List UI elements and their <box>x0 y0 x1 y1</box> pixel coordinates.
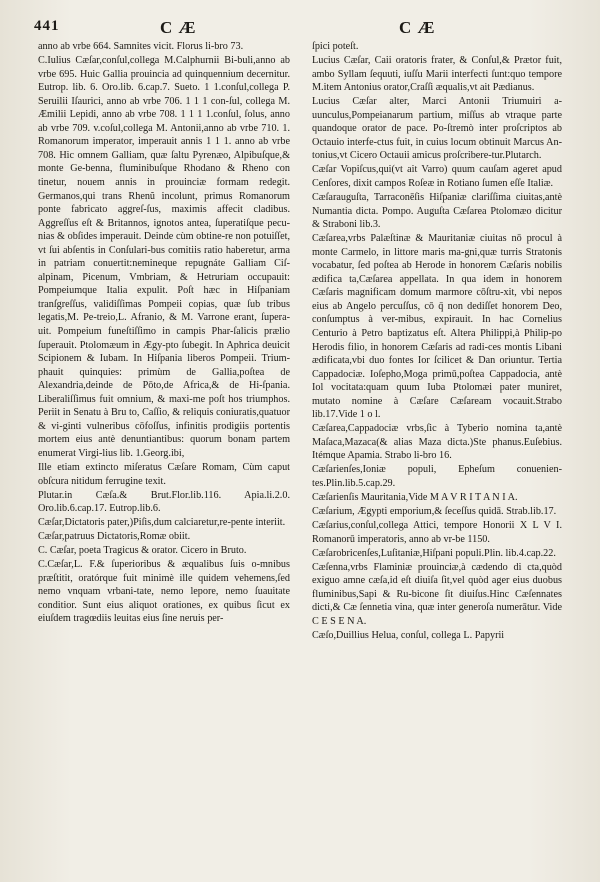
entry: anno ab vrbe 664. Samnites vicit. Florus li-bro 73. <box>38 41 244 52</box>
entry: Cæſarienſes,Ioniæ populi, Epheſum conuenien-tes.Plin.lib.5.cap.29. <box>312 464 562 489</box>
entry: C. Cæſar, poeta Tragicus & orator. Cicero in Bruto. <box>38 545 247 557</box>
verse-quote: Ille etiam extincto miſeratus Cæſare Romam, Cùm caput obſcura nitidum ferrugine texit. <box>38 461 290 487</box>
entry: Cæſarea,vrbs Palæſtinæ & Mauritaniæ ciuitas nō procul à monte Carmelo, in littore maris ma-gni,quæ turris Stratonis vocabatur, ſed poſtea ab Herode in honorem Cæſaris nobilis ædifica ta,Cæſarea appellata. In qua idem in honorem Cæſaris magnificam domum marmore cōſtru-xit, vbi nepos eius ab Angelo percuſſus, cō q̄ non dediſſet honorem Deo, conſumptus à ver-mibus, expirauit. In hac Cornelius Centurio à Petro baptizatus eſt. Altera Philippi,à Philip-po Herodis filio, in honorem Cæſaris ad radi-ces montis Libani ædificata,vbi duo fontes Ior ſcilicet & Dan oriuntur. Tertia Cappadociæ. Ioſepho,Moga primū,poſtea Cappadocia, antè Iol vocitata:quam quum Iuba Ptolomæi pater muniret, mutato nomine à Cæſare Cæſaream vocauit.Strabo lib.17.Vide 1 o l. <box>312 233 562 421</box>
entry: Cæſarea,Cappadociæ vrbs,ſic à Tyberio nomina ta,antè Maſaca,Mazaca(& alias Maza dicta.)Ste phanus.Euſebius. Itémque Apamia. Strabo li-bro 16. <box>312 423 562 462</box>
entry: Cæſarienſis Mauritania,Vide M A V R I T A N I A. <box>312 492 518 504</box>
page-number: 441 <box>34 18 60 34</box>
entry: Cæſarius,conſul,collega Attici, tempore Honorii X L V I. Romanorū imperatoris, anno ab vr-be 1150. <box>312 520 562 545</box>
left-column <box>38 40 290 626</box>
entry: Cæſar Vopiſcus,qui(vt ait Varro) quum cauſam ageret apud Cenſores, dixit campos Roſeæ in Rotiano ſumen eſſe Italiæ. <box>312 164 562 189</box>
entry: Cæſo,Duillius Helua, conſul, collega L. Papyrii <box>312 630 505 642</box>
entry: Cæſarium, Ægypti emporium,& ſeceſſus quidā. Strab.lib.17. <box>312 506 557 518</box>
entry: ſpici poteſt. <box>312 41 359 52</box>
entry: Cæſar,patruus Dictatoris,Romæ obiit. <box>38 531 191 543</box>
entry: C.Iulius Cæſar,conſul,collega M.Calphurnii Bi-buli,anno ab vrbe 695. Huic Gallia prouincia ad quinquennium decernitur. Eutrop. lib. 6. Oro.lib. 6.cap.7. Sueto. 1 1.conſul,collega P. Seruilii Iſaurici, anno ab vrbe 706. 1 1 1 con-ſul, collega M. Æmilii Lepidi, anno ab vrbe 708. 1 1 1 1.conſul, ſolus, anno ab vrbe 709. v.coſul,collega M. Antonii,anno ab vrbe 710. 1. Romanorum imperator, imperauit annis 1 1 1. anno ab vrbe 708. Hic omnem Galliam, quæ ſaltu Pyrenæo, Alpibuſque,& monte Ge-benna, fluminibuſque Rhodano & Rheno con tinetur, nouem annis in prouinciæ formam redegit. Germanos,qui trans Rhenũ incolunt, primus Romanorum ponte fabricato aggreſ-ſus, maximis affecit cladibus. Aggreſſus eſt & Britannos, ignotos antea, ſuperatiſque pecu-nias & obſides imperauit. Deinde cùm obtine-re non potuiſſet, vt ſui abſentis in Conſulari-bus comitiis ratio haberetur, arma in patriam conuertit:nemineque repugnáte Galliam Ciſ-alpinam, Picenum, Vmbriam, & Hetruriam occupauit: Pompeiumque Italia expulit. Poſt hæc in Hiſpaniam tranſgreſſus, validiſſimas Pompeii copias, quæ ſub tribus legatis,M. Pe-treio,L. Afranio, & M. Varrone erant, ſupera-uit. Pompeium funeſtiſſimo in campis Phar-ſalicis prælio ſuperauit. Ptolomæum in Ægy-pto ſubegit. In Aphrica deuicit Scipionem & Iubam. In Hiſpania liberos Pompeii. Trium-phauit quinquies: primùm de Gallia,poſtea de Alexandria,deinde de Pōto,de Africa,& de Hi-ſpania. Liberaliſſimus fuit omnium, & maxi-me poſt hos triumphos. Periit in Senatu à Bru to, Caſſio, & reliquis coniuratis,quatuor & vi-ginti vulneribus cōfoſſus, infinitis prodigiis portentis mortem eius antè denuntiantibus: quorum bonam partem enumerat Virgi-lius lib. 1.Georg.ibi, <box>38 55 290 459</box>
entry: Lucius Cæſar, Caii oratoris frater, & Conſul,& Prætor fuit, ambo Syllam ſequuti, iuſſu Marii interfecti ſunt:quo tempore M.item Antonius orator,Craſſi æqualis,vt ait Pædianus. <box>312 55 562 94</box>
right-column <box>312 40 562 643</box>
entry: Cæſarauguſta, Tarraconēſis Hiſpaniæ clariſſima ciuitas,antè Numantia dicta. Pompo. Auguſta Cæſarea Ptolomæo dicitur & Straboni lib.3. <box>312 192 562 231</box>
citation: Plutar.in Cæſa.& Brut.Flor.lib.116. Apia.li.2.0. Oro.lib.6.cap.17. Eutrop.lib.6. <box>38 489 290 515</box>
entry: Lucius Cæſar alter, Marci Antonii Triumuiri a-uunculus,Pompeianarum partium, miſſus ab vtraque parte quandoque orator de pace. Po-ſtremò inter proſcriptos ab Octauio interfe-ctus fuit, in cuius locum obtinuit Marcus An-tonius,vt Cicero Octauii amicus proſcribere-tur.Plutarch. <box>312 96 562 162</box>
running-head-right: C Æ <box>399 18 436 37</box>
entry: Cæſar,Dictatoris pater,)Piſis,dum calciaretur,re-pente interiit. <box>38 517 286 529</box>
running-head-left: C Æ <box>160 18 197 37</box>
entry: Cæſenna,vrbs Flaminiæ prouinciæ,à cædendo di cta,quòd exiguo amne cæſa,id eſt diuiſa ſit,vel quòd ager eius duobus fluminibus,Sapi & Ru-bicone ſit diuiſus.Hinc Cæſennates dicti,& Cæ ſennetia vina, quæ inter generoſa numerātur. Vide C E S E N A. <box>312 561 562 627</box>
entry: Cæſarobricenſes,Luſitaniæ,Hiſpani populi.Plin. lib.4.cap.22. <box>312 547 556 559</box>
entry: C.Cæſar,L. F.& ſuperioribus & æqualibus ſuis o-mnibus præſtitit, oratórque fuit minimè ille quidem vehemens,ſed nemo vnquam vrbani-tate, nemo lepore, nemo ſuauitate conditior. Sunt eius aliquot orationes, ex quibus ſicut ex eiuſdem tragœdiis leuitas eius ſine neruis per- <box>38 559 290 625</box>
